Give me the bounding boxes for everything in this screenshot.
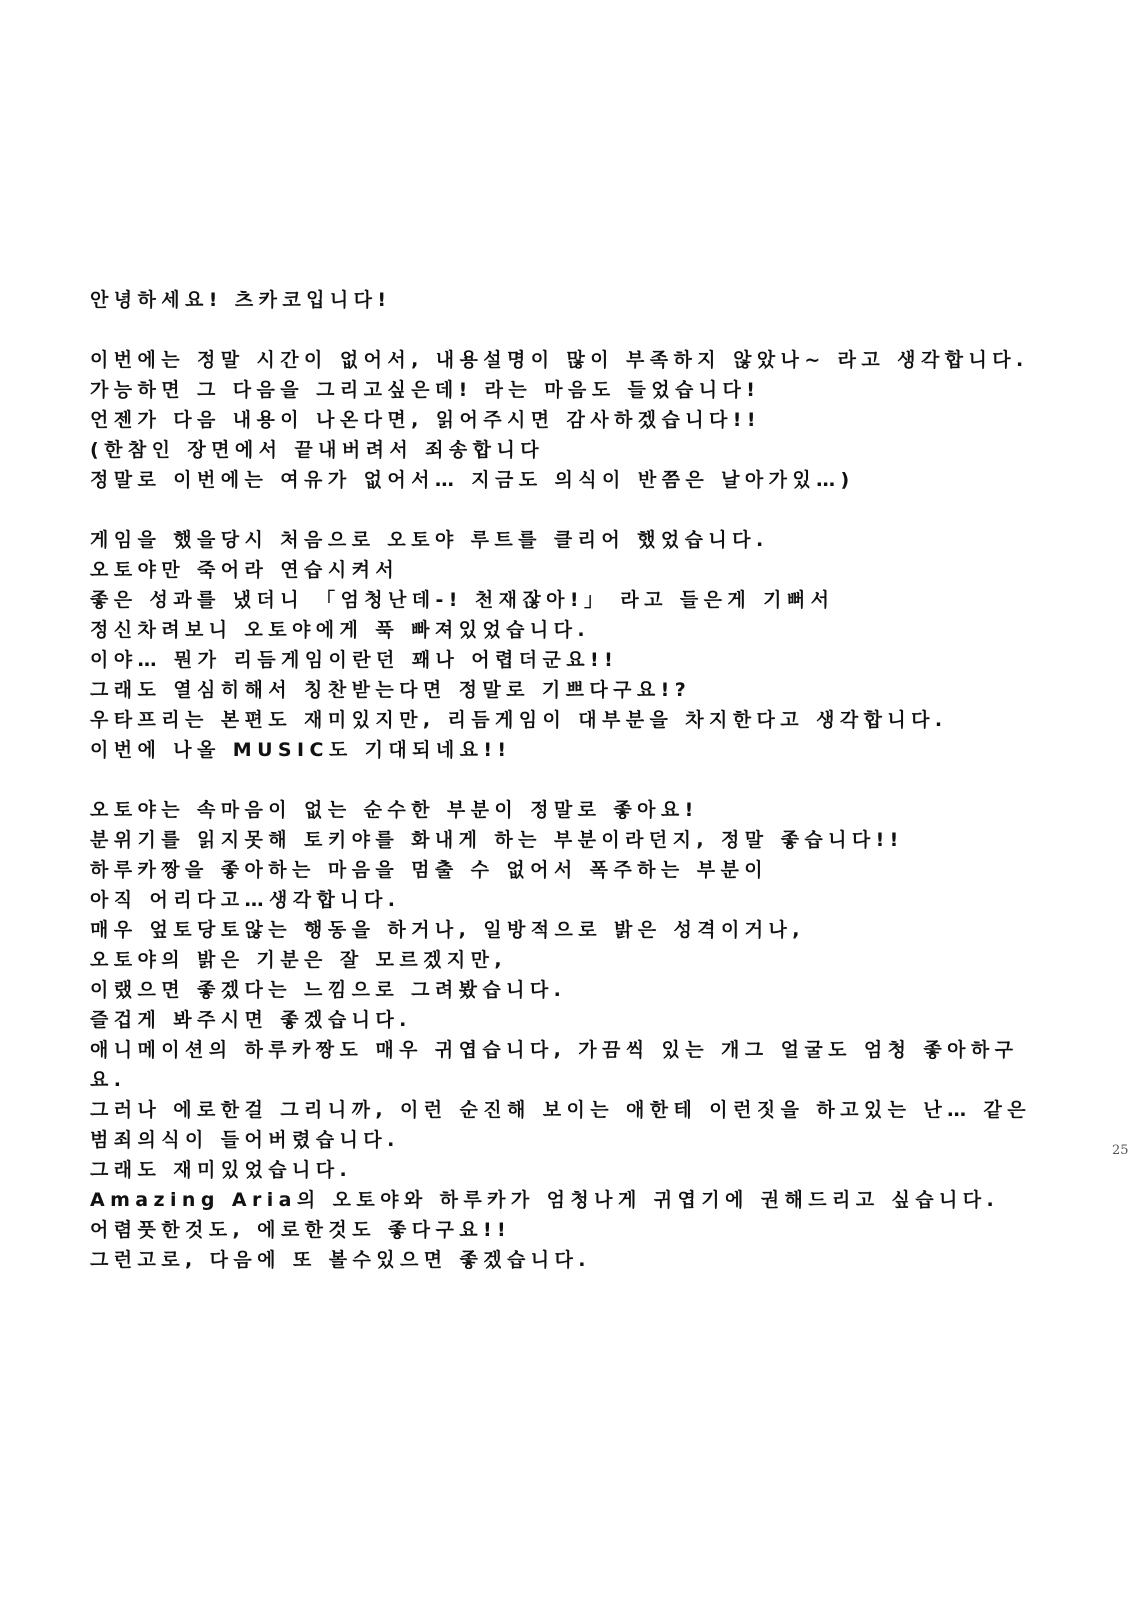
- text-line: 애니메이션의 하루카짱도 매우 귀엽습니다, 가끔씩 있는 개그 얼굴도 엄청 좋아하구: [90, 1039, 1019, 1061]
- text-line: 이야… 뭔가 리듬게임이란던 꽤나 어렵더군요!!: [90, 649, 619, 671]
- afterword-text: [90, 285, 1050, 1275]
- text-line: 분위기를 읽지못해 토키야를 화내게 하는 부분이라던지, 정말 좋습니다!!: [90, 829, 904, 851]
- page-number: 25: [1112, 1143, 1129, 1158]
- text-line: 우타프리는 본편도 재미있지만, 리듬게임이 대부분을 차지한다고 생각합니다.: [90, 709, 948, 731]
- text-line: 정말로 이번에는 여유가 없어서… 지금도 의식이 반쯤은 날아가있…): [90, 469, 855, 491]
- text-line: 게임을 했을당시 처음으로 오토야 루트를 클리어 했었습니다.: [90, 529, 769, 551]
- text-line: 이랬으면 좋겠다는 느낌으로 그려봤습니다.: [90, 979, 567, 1001]
- text-line: 즐겁게 봐주시면 좋겠습니다.: [90, 1009, 412, 1031]
- text-line: 매우 엎토당토않는 행동을 하거나, 일방적으로 밝은 성격이거나,: [90, 919, 805, 941]
- text-line: 오토야의 밝은 기분은 잘 모르겠지만,: [90, 949, 507, 971]
- paragraph-gap: [90, 765, 1050, 795]
- text-line: 요.: [90, 1069, 127, 1091]
- text-line: 아직 어리다고…생각합니다.: [90, 889, 401, 911]
- text-line: Amazing Aria의 오토야와 하루카가 엄청나게 귀엽기에 권해드리고 싶습니다.: [90, 1189, 1000, 1211]
- text-line: 이번에 나올 MUSIC도 기대되네요!!: [90, 739, 512, 761]
- paragraph-gap: [90, 495, 1050, 525]
- text-line: 가능하면 그 다음을 그리고싶은데! 라는 마음도 들었습니다!: [90, 379, 761, 401]
- text-line: 그래도 열심히해서 칭찬받는다면 정말로 기쁘다구요!?: [90, 679, 692, 701]
- text-line: 그래도 재미있었습니다.: [90, 1159, 353, 1181]
- text-line: 이번에는 정말 시간이 없어서, 내용설명이 많이 부족하지 않았나~ 라고 생각합니다.: [90, 349, 1029, 371]
- greeting-line: 안녕하세요! 츠카코입니다!: [90, 289, 392, 311]
- text-line: 어렴풋한것도, 에로한것도 좋다구요!!: [90, 1219, 512, 1241]
- text-line: 하루카짱을 좋아하는 마음을 멈출 수 없어서 폭주하는 부분이: [90, 859, 768, 881]
- text-line: 오토야만 죽어라 연습시켜서: [90, 559, 400, 581]
- paragraph-gap: [90, 315, 1050, 345]
- text-line: 그런고로, 다음에 또 볼수있으면 좋겠습니다.: [90, 1249, 591, 1271]
- text-line: 언젠가 다음 내용이 나온다면, 읽어주시면 감사하겠습니다!!: [90, 409, 761, 431]
- text-line: 오토야는 속마음이 없는 순수한 부분이 정말로 좋아요!: [90, 799, 699, 821]
- text-line: 좋은 성과를 냈더니 「엄청난데-! 천재잖아!」 라고 들은게 기뻐서: [90, 589, 835, 611]
- text-line: 그러나 에로한걸 그리니까, 이런 순진해 보이는 애한테 이런짓을 하고있는 난… 같은: [90, 1099, 1032, 1121]
- text-line: (한참인 장면에서 끝내버려서 죄송합니다: [90, 439, 544, 461]
- text-line: 범죄의식이 들어버렸습니다.: [90, 1129, 400, 1151]
- text-line: 정신차려보니 오토야에게 푹 빠져있었습니다.: [90, 619, 590, 641]
